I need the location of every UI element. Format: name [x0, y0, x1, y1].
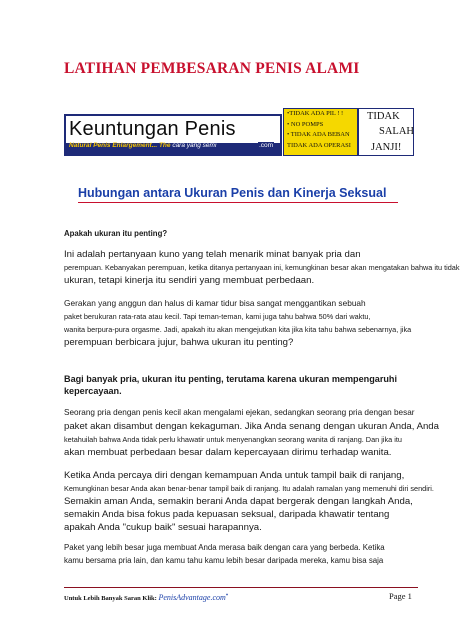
banner-list-item: TIDAK ADA OPERASI	[287, 141, 351, 149]
question-text: Apakah ukuran itu penting?	[64, 229, 168, 238]
banner-slogan-panel	[358, 108, 414, 156]
paragraph-line-bold: kepercayaan.	[64, 386, 122, 396]
footer-promo-text: Untuk Lebih Banyak Saran Klik:	[64, 595, 159, 602]
paragraph-line: semakin Anda bisa fokus pada kepuasan seksual, daripada khawatir tentang	[64, 509, 390, 520]
paragraph-line: Semakin aman Anda, semakin berani Anda dapat bergerak dengan langkah Anda,	[64, 496, 413, 507]
paragraph-line: kamu bersama pria lain, dan kamu tahu kamu lebih besar daripada mereka, kamu bisa saja	[64, 556, 384, 565]
banner-feature-list	[283, 108, 358, 156]
banner-strip	[66, 143, 280, 154]
paragraph-line: ukuran, tetapi kinerja itu sendiri yang membuat perbedaan.	[64, 275, 315, 286]
paragraph-line: Ketika Anda percaya diri dengan kemampuan Anda untuk tampil baik di ranjang,	[64, 470, 405, 481]
paragraph-line: akan membuat perbedaan besar dalam kepercayaan dirimu terhadap wanita.	[64, 447, 392, 458]
banner-slogan-line: SALAH	[379, 126, 415, 137]
paragraph-line: paket akan disambut dengan kekaguman. Jika Anda senang dengan ukuran Anda, Anda	[64, 421, 439, 432]
footer-promo	[64, 593, 228, 602]
section-heading: Hubungan antara Ukuran Penis dan Kinerja Seksual	[78, 186, 387, 200]
paragraph-line: wanita berpura-pura orgasme. Jadi, apakah itu akan mengejutkan kita jika kita tahu bahwa sebenarnya, jika	[64, 325, 412, 334]
promo-banner[interactable]	[64, 108, 414, 156]
banner-slogan-line: JANJI!	[371, 142, 402, 153]
footer-divider	[64, 587, 418, 588]
page-number: Page 1	[389, 591, 412, 601]
paragraph-line: paket berukuran rata-rata atau kecil. Tapi teman-teman, kami juga tahu bahwa 50% dari waktu,	[64, 312, 371, 321]
heading-underline	[78, 202, 398, 203]
banner-list-item: • TIDAK ADA BEBAN	[287, 131, 350, 138]
paragraph-line: apakah Anda "cukup baik" sesuai harapannya.	[64, 522, 262, 533]
paragraph-line: perempuan berbicara jujur, bahwa ukuran itu penting?	[64, 337, 294, 348]
paragraph-line: ketahuilah bahwa Anda tidak perlu khawatir untuk menyenangkan seorang wanita di ranjang. Dan jika itu	[64, 435, 402, 444]
paragraph-line: Ini adalah pertanyaan kuno yang telah menarik minat banyak pria dan	[64, 249, 361, 260]
paragraph-line: Kemungkinan besar Anda akan benar-benar tampil baik di ranjang. Itu adalah ramalan yang memenuhi diri sendiri.	[64, 484, 434, 493]
paragraph-line: Seorang pria dengan penis kecil akan mengalami ejekan, sedangkan seorang pria dengan besar	[64, 408, 415, 417]
banner-headline: Keuntungan Penis	[69, 118, 236, 140]
banner-list-item: •TIDAK ADA PIL ! !	[287, 110, 344, 117]
banner-list-item: • NO POMPS	[287, 120, 324, 128]
paragraph-line: Gerakan yang anggun dan halus di kamar tidur bisa sangat menggantikan sebuah	[64, 298, 366, 308]
footer-link[interactable]: PenisAdvantage.com	[158, 593, 226, 602]
paragraph-line: Paket yang lebih besar juga membuat Anda merasa baik dengan cara yang berbeda. Ketika	[64, 543, 385, 552]
document-title: LATIHAN PEMBESARAN PENIS ALAMI	[64, 60, 360, 77]
paragraph-line-bold: Bagi banyak pria, ukuran itu penting, terutama karena ukuran mempengaruhi	[64, 374, 398, 384]
banner-domain-suffix: .com	[259, 142, 274, 149]
paragraph-line: perempuan. Kebanyakan perempuan, ketika ditanya pertanyaan ini, kemungkinan besar akan mengatakan bahwa itu tidak	[64, 263, 460, 272]
footer-link-mark: *	[225, 593, 229, 599]
banner-main-panel	[64, 114, 282, 156]
banner-tagline: Natural Penis Enlargement... The cara yang semi	[69, 142, 217, 149]
banner-slogan-line: TIDAK	[367, 111, 400, 122]
